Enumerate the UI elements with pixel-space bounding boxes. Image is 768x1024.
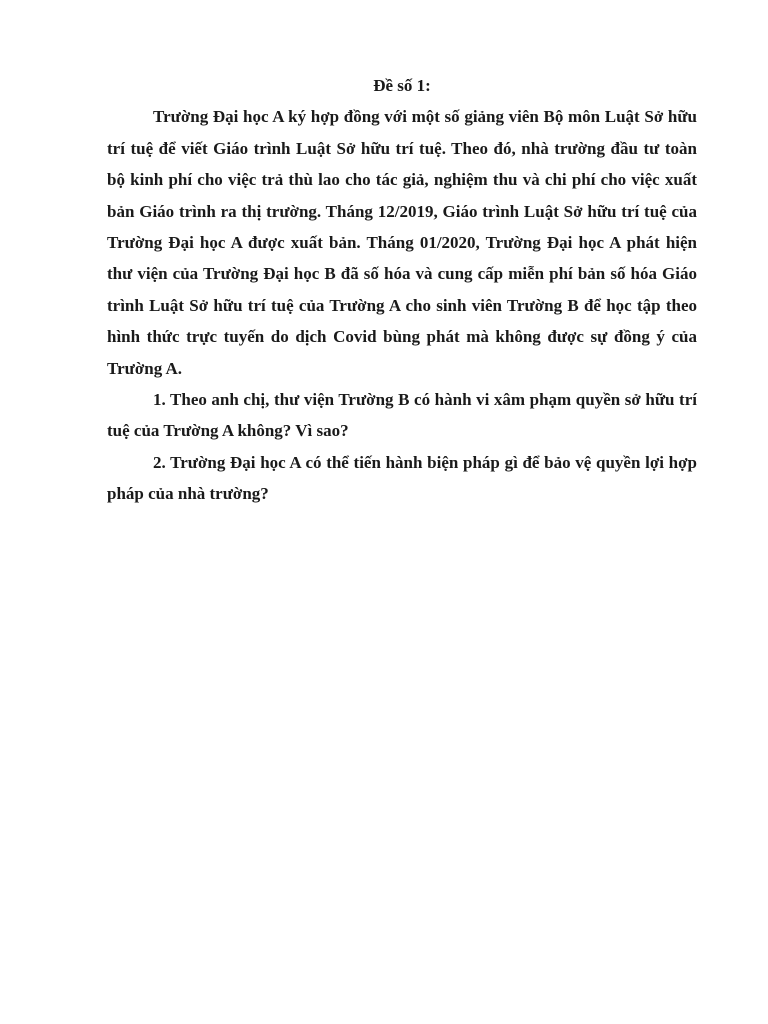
- question-1: 1. Theo anh chị, thư viện Trường B có hành vi xâm phạm quyền sở hữu trí tuệ của Trường A không? Vì sao?: [107, 390, 697, 441]
- question-2: 2. Trường Đại học A có thể tiến hành biện pháp gì để bảo vệ quyền lợi hợp pháp của nhà trường?: [107, 452, 697, 504]
- document-title: Đề số 1:: [373, 76, 431, 95]
- case-paragraph: Trường Đại học A ký hợp đồng với một số giảng viên Bộ môn Luật Sở hữu trí tuệ để viết Giáo trình Luật Sở hữu trí tuệ. Theo đó, nhà trường đầu tư toàn bộ kinh phí cho việc trả thù lao cho tác giả, nghiệm thu và chi phí cho việc xuất bản Giáo trình ra thị trường. Tháng 12/2019, Giáo trình Luật Sở hữu trí tuệ của Trường Đại học A được xuất bản. Tháng 01/2020, Trường Đại học A phát hiện thư viện của Trường Đại học B đã số hóa và cung cấp miễn phí bản số hóa Giáo trình Luật Sở hữu trí tuệ của Trường A cho sinh viên Trường B để học tập theo hình thức trực tuyến do dịch Covid bùng phát mà không được sự đồng ý của Trường A.: [107, 107, 697, 378]
- document-page: [107, 70, 697, 510]
